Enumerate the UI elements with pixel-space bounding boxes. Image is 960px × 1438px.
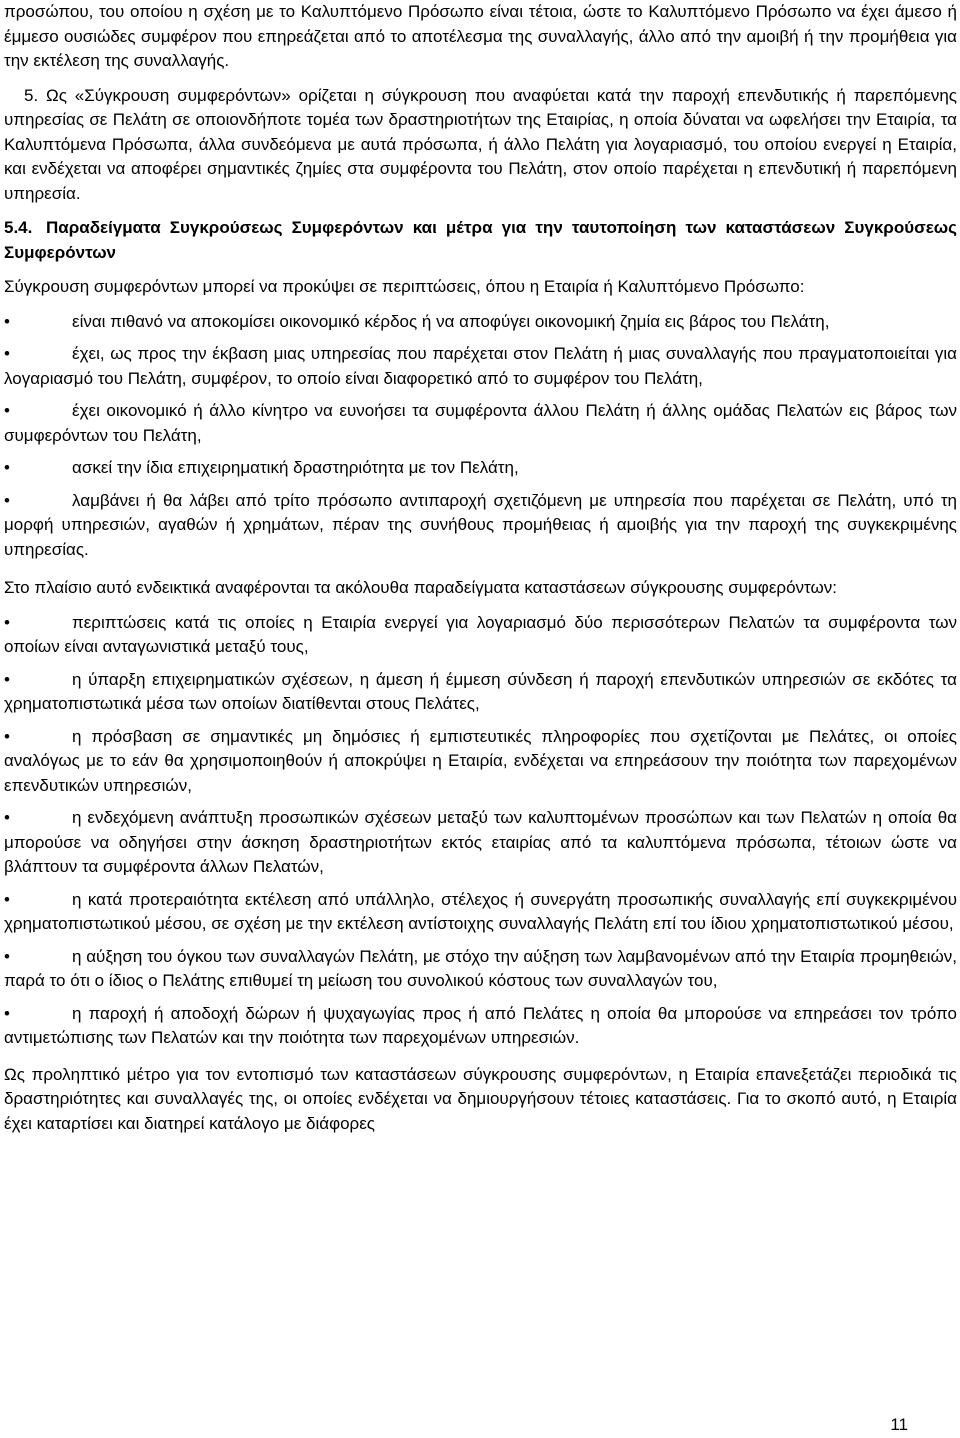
list-item: • είναι πιθανό να αποκομίσει οικονομικό κέρδος ή να αποφύγει οικονομική ζημία εις βάρος του Πελάτη,: [4, 310, 957, 335]
list-item: • έχει οικονομικό ή άλλο κίνητρο να ευνοήσει τα συμφέροντα άλλου Πελάτη ή άλλης ομάδας Πελατών εις βάρος των συμφερόντων του Πελάτη,: [4, 401, 957, 445]
section-heading: [4, 216, 957, 265]
examples-list: [4, 611, 957, 1051]
list1-intro: Σύγκρουση συμφερόντων μπορεί να προκύψει σε περιπτώσεις, όπου η Εταιρία ή Καλυπτόμενο Πρόσωπο:: [4, 277, 805, 296]
bullet-icon: •: [4, 311, 10, 331]
definition-text: 5. Ως «Σύγκρουση συμφερόντων» ορίζεται η σύγκρουση που αναφύεται κατά την παροχή επενδυτικής ή παρεπόμενης υπηρεσίας σε Πελάτη σε οποιονδήποτε τομέα των δραστηριοτήτων της Εταιρίας, η οποία δύναται να ωφελήσει την Εταιρία, τα Καλυπτόμενα Πρόσωπα, άλλα συνδεόμενα με αυτά πρόσωπα, ή άλλο Πελάτη για λογαριασμό, του οποίου ενεργεί η Εταιρία, και ενδέχεται να αποφέρει σημαντικές ζημίες στα συμφέροντα του Πελάτη, στον οποίο παρέχεται η επενδυτική ή παρεπόμενη υπηρεσία.: [4, 85, 957, 203]
bullet-icon: •: [4, 808, 10, 827]
bullet-icon: •: [4, 612, 10, 632]
list-item: • η αύξηση του όγκου των συναλλαγών Πελάτη, με στόχο την αύξηση των λαμβανομένων από την Εταιρία προμηθειών, παρά το ότι ο ίδιος ο Πελάτης επιθυμεί τη μείωση του συνολικού κόστους των συναλλαγών του,: [4, 946, 957, 990]
list-item: • η παροχή ή αποδοχή δώρων ή ψυχαγωγίας προς ή από Πελάτες η οποία θα μπορούσε να επηρεάσει τον τρόπο αντιμετώπισης των Πελατών και την ποιότητα των παρεχομένων υπηρεσιών.: [4, 1003, 957, 1047]
conflict-cases-list: [4, 310, 957, 563]
list-item: • η κατά προτεραιότητα εκτέλεση από υπάλληλο, στέλεχος ή συνεργάτη προσωπικής συναλλαγής επί συγκεκριμένου χρηματοπιστωτικού μέσου, σε σχέση με την εκτέλεση αντίστοιχης συναλλαγής Πελάτη επί του ίδιου χρηματοπιστωτικού μέσου,: [4, 889, 957, 933]
definition-paragraph: [4, 84, 957, 207]
bullet-icon: •: [4, 889, 10, 909]
intro-paragraph: προσώπου, του οποίου η σχέση με το Καλυπτόμενο Πρόσωπο είναι τέτοια, ώστε το Καλυπτόμενο Πρόσωπο να έχει άμεσο ή έμμεσο ουσιώδες συμφέρον που επηρεάζεται από το αποτέλεσμα της συναλλαγής, άλλο από την αμοιβή ή την προμήθεια για την εκτέλεση της συναλλαγής.: [4, 2, 957, 70]
bullet-icon: •: [4, 344, 10, 363]
list2-intro: Στο πλαίσιο αυτό ενδεικτικά αναφέρονται τα ακόλουθα παραδείγματα καταστάσεων σύγκρουσης συμφερόντων:: [4, 578, 838, 597]
page-number: 11: [890, 1415, 908, 1434]
bullet-icon: •: [4, 401, 10, 420]
list-item: • περιπτώσεις κατά τις οποίες η Εταιρία ενεργεί για λογαριασμό δύο περισσότερων Πελατών τα συμφέροντα των οποίων είναι ανταγωνιστικά μεταξύ τους,: [4, 612, 957, 656]
closing-paragraph: Ως προληπτικό μέτρο για τον εντοπισμό των καταστάσεων σύγκρουσης συμφερόντων, η Εταιρία επανεξετάζει περιοδικά τις δραστηριότητες και συναλλαγές της, οι οποίες ενδέχεται να δημιουργήσουν τέτοιες καταστάσεις. Για το σκοπό αυτό, η Εταιρία έχει καταρτίσει και διατηρεί κατάλογο με διάφορες: [4, 1064, 957, 1133]
bullet-icon: •: [4, 1003, 10, 1023]
bullet-icon: •: [4, 458, 10, 477]
list-item: • η πρόσβαση σε σημαντικές μη δημόσιες ή εμπιστευτικές πληροφορίες που σχετίζονται με Πελάτες, οι οποίες αναλόγως με το εάν θα χρησιμοποιηθούν ή αποκρύψει η Εταιρία, ενδέχεται να επηρεάσουν την ποιότητα των παρεχομένων επενδυτικών υπηρεσιών,: [4, 726, 957, 795]
bullet-icon: •: [4, 726, 10, 746]
section-title: Παραδείγματα Συγκρούσεως Συμφερόντων και μέτρα για την ταυτοποίηση των καταστάσεων Συγκρούσεως Συμφερόντων: [4, 218, 957, 262]
bullet-icon: •: [4, 490, 10, 510]
bullet-icon: •: [4, 946, 10, 966]
list-item: • λαμβάνει ή θα λάβει από τρίτο πρόσωπο αντιπαροχή σχετιζόμενη με υπηρεσία που παρέχεται σε Πελάτη, υπό τη μορφή υπηρεσιών, αγαθών ή χρημάτων, πέραν της συνήθους προμήθειας ή αμοιβής για την παροχή της συγκεκριμένης υπηρεσίας.: [4, 490, 957, 559]
list-item: • έχει, ως προς την έκβαση μιας υπηρεσίας που παρέχεται στον Πελάτη ή μιας συναλλαγής που πραγματοποιείται για λογαριασμό του Πελάτη, συμφέρον, το οποίο είναι διαφορετικό από το συμφέρον του Πελάτη,: [4, 344, 957, 388]
list-item: • ασκεί την ίδια επιχειρηματική δραστηριότητα με τον Πελάτη,: [4, 456, 957, 481]
bullet-icon: •: [4, 669, 10, 689]
section-number: 5.4.: [4, 218, 33, 237]
list-item: • η ύπαρξη επιχειρηματικών σχέσεων, η άμεση ή έμμεση σύνδεση ή παροχή επενδυτικών υπηρεσιών σε εκδότες τα χρηματοπιστωτικά μέσα των οποίων διατίθενται στους Πελάτες,: [4, 669, 957, 713]
list-item: • η ενδεχόμενη ανάπτυξη προσωπικών σχέσεων μεταξύ των καλυπτομένων προσώπων και των Πελατών η οποία θα μπορούσε να οδηγήσει στην άσκηση δραστηριοτήτων εκτός εταιρίας από τα καλυπτόμενα πρόσωπα, τέτοιων ώστε να βλάπτουν τα συμφέροντα άλλων Πελατών,: [4, 808, 957, 876]
